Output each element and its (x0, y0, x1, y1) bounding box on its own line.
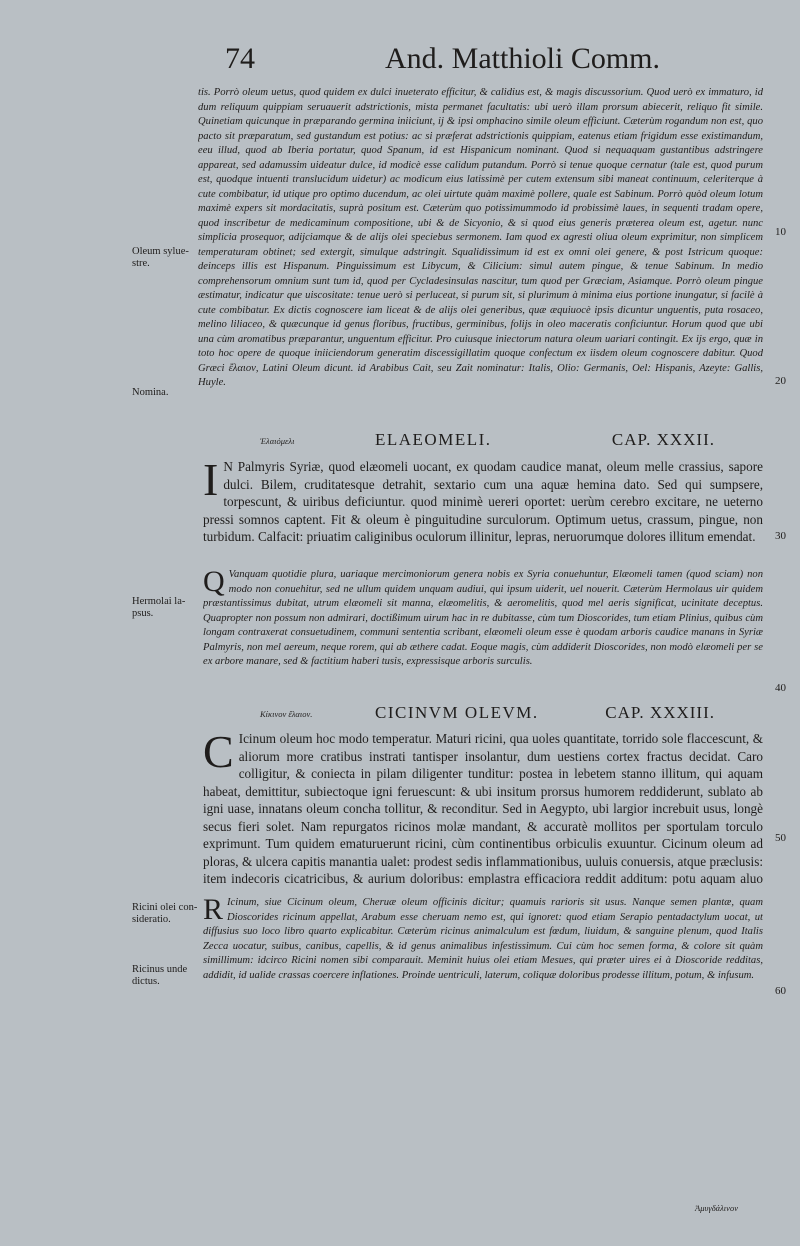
line-number: 10 (775, 226, 786, 238)
chapter-greek-title: Κίκινον ἔλαιον. (260, 709, 313, 719)
margin-note-nomina: Nomina. (132, 387, 169, 398)
intro-commentary: tis. Porrò oleum uetus, quod quidem ex dulci inueterato efficitur, & calidius est, & magis discussorium. Quod uerò ex immaturo, id dum reliquum quippiam seruauerit adstrictionis, mista permanet facultatis: ubi uerò illam prorsum abiecerit, reliquo fit simile. Quinetiam quicunque in præparando germina iniiciunt, ij & ipsi omphacino simile oleum efficiunt. Cæterùm rogandum non est, quo pacto sit præparatum, sed gustandum est potius: ac si præferat adstrictionis quippiam, eatenus etiam frigidum esse existimandum, eeu illud, quod ab Iberia portatur, quod Spanum, id est Hispanicum nominant. Quod si nequaquam gustantibus adstringere appareat, sed adamussim uideatur dulce, id modicè esse calidum putandum. Porrò si tenue quoque cernatur (tale est, quod purum est, quodque intuenti translucidum uidetur) ac modicum eius latissimè per cutem extensum sibi maneat continuum, celeriterque à cute combibatur, id utique pro optimo ducendum, ac olei uirtute quàm maximè pollere, quale est Sabinum. Porrò quòd oleum lotum maximè expers sit mordacitatis, suprà positum est. Cæterùm quo potissimummodo id probissimè laues, in sequenti tradam opere, quod inscribetur de medicaminum compositione, ubi & de Sicyonio, & si quod eius generis præterea oleum est, agetur. nunc simplicia prosequor, adijciamque & de alijs olei speciebus sermonem. Iam quod ex agresti oliua oleum exprimitur, non simplicem temperaturam obtinet; sed extergit, simulque adstringit. Squalidissimum id est ex omni olei genere, & post Istricum quoque: deinceps illis est Hispanum. Pinguissimum est Libycum, & Cilicium: simul autem pingue, & tenue Sabinum. In medio comprehensorum omnium sunt tum id, quod per Cycladesinsulas nascitur, tum quod per Græciam, Asiamque. Porrò oleum pingue æstimatur, indicatur que uiscositate: tenue uerò si perluceat, si purum sit, si plurimum à minima eius portione inungatur, si facilè à cute combibatur. Ex dictis cognoscere iam liceat & de alijs olei generibus, quæ æquiuocè ipsis dicuntur unguentis, puta rosaceo, melino liliaceo, & quæcunque id genus floribus, fructibus, germinibus, folijs in oleo maceratis conficiuntur. Horum quod que ubi una cùm aromatibus præparantur, unguentum efficitur. Pro cuiusque iniectorum natura oleum uariari contingit. Ex ijs ergo, quæ in toto hoc opere de quoque iniiciendorum generatim discessigillatim quoque confectum ex iisdem oleum cognoscere dabitur. Quod Græci ἔλαιον, Latini Oleum dicunt. id Arabibus Cait, seu Zait nominatur: Italis, Olio: Germanis, Oel: Hispanis, Azeyte: Gallis, Huyle. (198, 87, 763, 388)
margin-note-hermolai-lapsus: Hermolai la-psus. (132, 596, 186, 619)
commentary-body: Icinum, siue Cicinum oleum, Cheruæ oleum officinis dicitur; quamuis rarioris sit usus. Nanque semen plantæ, quam Dioscorides ricinum appellat, Arabum esse cheruam nemo est, qui ignoret: quod etiam Serapio pentadactylum uocat, ut diffusius suo loco libro quarto explicabitur. Cæterùm ricinus animalculum est fœdum, liuidum, & sanguine plenum, quod Italis Zecca uocatur, suibus, canibus, capellis, & id genus animalibus infestissimum. Cui cùm hoc semen forma, & colore sit quàm simillimum: idcirco Ricini nomen sibi comparauit. Meminit huius olei etiam Mesues, qui præter uires ei à Dioscoride redditas, addidit, id ualide crassas coercere inflationes. Proinde uentriculi, laterum, coliquæ doloribus prodesse illitum, potum, & infusum. (203, 897, 763, 981)
chapter-number: CAP. XXXII. (611, 430, 715, 449)
commentary-elaeomeli (203, 568, 763, 688)
page-number: 74 (225, 42, 255, 75)
chapter-text-cicinum (203, 730, 763, 885)
chapter-text-elaeomeli (203, 458, 763, 558)
running-title: And. Matthioli Comm. (385, 42, 661, 75)
margin-note-ricini-consideratio: Ricini olei con-sideratio. (132, 902, 198, 925)
chapter-heading-elaeomeli (200, 430, 765, 452)
dropcap: Q (203, 568, 225, 598)
commentary-cicinum (203, 896, 763, 1031)
margin-note-oleum-sylvestre: Oleum sylue-stre. (132, 246, 189, 269)
line-number: 30 (775, 530, 786, 542)
commentary-body: Vanquam quotidie plura, uariaque mercimoniorum genera nobis ex Syria conuehuntur, Elæomeli tamen (quod sciam) non modo non conuehitur, sed ne ullum quidem unquam audiui, qui ipsum uiderit, uel nouerit. Cæterùm Hermolaus uir quidem præstantissimus dubitat, utrum elæomeli sit manna, elæomelitis, & aeromelitis, quod mel aeris significat, ucinitate deceptus. Quapropter non possum non admirari, doctißimum uirum hac in re dubitasse, cùm tum Dioscorides, tum etiam Plinius, quibus cùm longam contraxerat consuetudinem, communi sententia scribant, elæomeli oleum esse è quodam arboris caudice manans in Syriæ Palmyris, non mel aereum, neque rorem, qui ab æthere cadat. Eoque magis, cùm addiderit Dioscorides, non modò elæomeli per se ex arbore manare, sed & factitium haberi tusis, expressisque arboris surculis. (203, 569, 763, 667)
line-number: 50 (775, 832, 786, 844)
dropcap: R (203, 896, 224, 926)
chapter-title: CICINVM OLEVM. (375, 703, 539, 722)
chapter-body: N Palmyris Syriæ, quod elæomeli uocant, ex quodam caudice manat, oleum melle crassius, sapore dulci. Bilem, cruditatesque detrahit, sextario cum una aquæ hemina dato. Sed qui sumpsere, torpescunt, & uiribus deficiuntur. quod minimè uereri oportet: uerùm cerebro excitare, ne ueterno pressi somnos captent. Fit & oleum è pinguitudine surculorum. Optimum uetus, crassum, pingue, non turbidum. Calfacit: priuatim caliginibus oculorum illinitur, lepras, neruorumque dolores illitum emendat. (203, 459, 763, 544)
dropcap: I (203, 458, 219, 505)
line-number: 40 (775, 682, 786, 694)
chapter-body: Icinum oleum hoc modo temperatur. Maturi ricini, qua uoles quantitate, torrido sole flaccescunt, & aliorum more cratibus instrati tantisper insolantur, dum uestiens cortex fractus decidat. Caro colligitur, & coniecta in pilam diligenter tunditur: postea in lebetem stanno illitum, qui aquam habeat, demittitur, subiectoque igni feruescunt: & ubi insitum prorsus humorem reddiderunt, sublato ab igni uase, innatans oleum concha tollitur, & reconditur. Sed in Aegypto, ubi largior increbuit usus, longè secus fieri solet. Nam repurgatos ricinos molæ mandant, & accuratè mollitos per sportulam torculo exprimunt. Tum quidem ematuruerunt ricini, cùm continentibus orbiculis exuuntur. Cicinum oleum ad ploras, & ulcera capitis manantia ualet: prodest sedis inflammationibus, uuluis conuersis, atque præclusis: item indecoris cicatricibus, & aurium doloribus: emplastra efficaciora reddit additum: potu aquam aluo (203, 731, 763, 885)
line-number: 20 (775, 375, 786, 387)
chapter-title: ELAEOMELI. (375, 430, 492, 449)
chapter-greek-title: Ἐλαιόμελι (260, 436, 295, 446)
catchword: Ἀμυγδάλινον (695, 1203, 738, 1213)
page-header (0, 42, 800, 82)
chapter-heading-cicinum (200, 703, 765, 725)
chapter-number: CAP. XXXIII. (605, 703, 715, 722)
dropcap: C (203, 730, 234, 777)
line-number: 60 (775, 985, 786, 997)
margin-note-ricinus-unde-dictus: Ricinus unde dictus. (132, 964, 188, 987)
